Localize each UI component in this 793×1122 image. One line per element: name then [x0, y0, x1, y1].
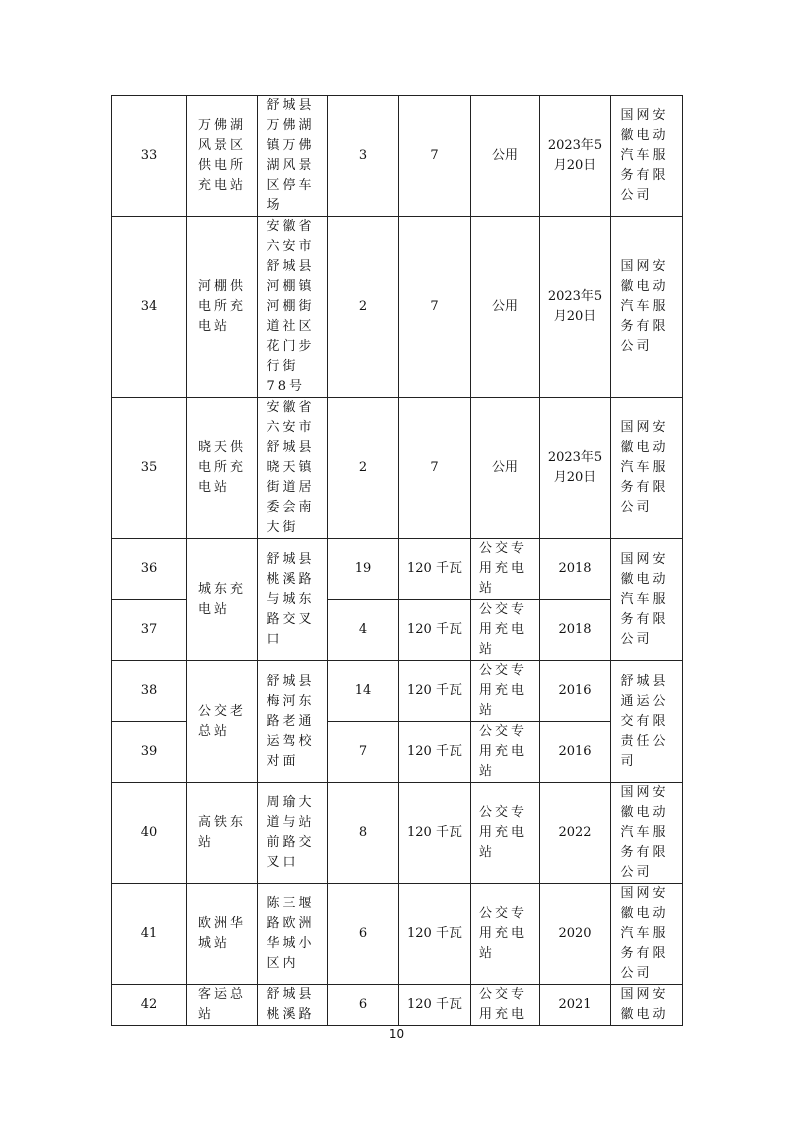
station-type: 公用 — [471, 96, 540, 217]
station-type: 公交专用充电站 — [479, 906, 528, 961]
build-date: 2021 — [540, 985, 611, 1026]
station-address: 安徽省六安市舒城县晓天镇街道居委会南大街 — [266, 400, 315, 535]
row-number: 35 — [112, 398, 187, 539]
charger-count: 4 — [328, 600, 399, 661]
station-name: 晓天供电所充电站 — [198, 440, 247, 495]
build-date: 2016 — [540, 661, 611, 722]
build-date: 2023年5月20日 — [547, 450, 603, 485]
table-row — [112, 783, 683, 884]
charger-count: 6 — [328, 985, 399, 1026]
row-number: 34 — [112, 217, 187, 398]
station-name: 公交老总站 — [198, 703, 247, 739]
station-name: 高铁东站 — [198, 815, 247, 850]
charger-count: 2 — [328, 398, 399, 539]
operator: 国网安徽电动汽车服务有限公司 — [620, 551, 669, 647]
row-number: 39 — [112, 722, 187, 783]
build-date: 2023年5月20日 — [547, 138, 603, 173]
charger-power: 7 — [399, 217, 471, 398]
station-address: 舒城县梅河东路老通运驾校对面 — [266, 673, 315, 769]
build-date: 2018 — [540, 600, 611, 661]
station-address: 陈三堰路欧洲华城小区内 — [266, 896, 315, 971]
operator: 国网安徽电动汽车服务有限公司 — [620, 886, 669, 981]
build-date: 2018 — [540, 539, 611, 600]
table-row — [112, 539, 683, 600]
charger-power: 120 千瓦 — [399, 783, 471, 884]
build-date: 2016 — [540, 722, 611, 783]
station-address: 舒城县桃溪路 — [266, 987, 315, 1022]
station-type: 公交专用充电 — [479, 987, 528, 1022]
charger-count: 7 — [328, 722, 399, 783]
charger-power: 120 千瓦 — [399, 884, 471, 985]
station-name: 城东充电站 — [198, 581, 247, 617]
station-type: 公用 — [471, 217, 540, 398]
station-name: 欧洲华城站 — [198, 916, 247, 951]
charger-power: 120 千瓦 — [399, 985, 471, 1026]
operator: 国网安徽电动汽车服务有限公司 — [620, 420, 669, 515]
table-row — [112, 398, 683, 539]
charger-count: 8 — [328, 783, 399, 884]
station-name: 河棚供电所充电站 — [198, 279, 247, 334]
table-row — [112, 96, 683, 217]
row-number: 38 — [112, 661, 187, 722]
station-address: 舒城县万佛湖镇万佛湖风景区停车场 — [266, 98, 315, 213]
station-address: 舒城县桃溪路与城东路交叉口 — [266, 551, 315, 647]
charger-count: 3 — [328, 96, 399, 217]
charger-power: 120 千瓦 — [399, 661, 471, 722]
charger-count: 6 — [328, 884, 399, 985]
build-date: 2023年5月20日 — [547, 289, 603, 324]
build-date: 2022 — [540, 783, 611, 884]
charging-station-table — [111, 95, 683, 1026]
station-type: 公用 — [471, 398, 540, 539]
table-row — [112, 884, 683, 985]
operator: 国网安徽电动汽车服务有限公司 — [620, 785, 669, 880]
table-row — [112, 217, 683, 398]
station-type: 公交专用充电站 — [479, 663, 528, 718]
charger-count: 2 — [328, 217, 399, 398]
charger-power: 7 — [399, 96, 471, 217]
station-name: 万佛湖风景区供电所充电站 — [198, 118, 247, 193]
build-date: 2020 — [540, 884, 611, 985]
station-address: 安徽省六安市舒城县河棚镇河棚街道社区花门步行街78号 — [266, 219, 315, 394]
charger-power: 7 — [399, 398, 471, 539]
table-row — [112, 661, 683, 722]
row-number: 41 — [112, 884, 187, 985]
charger-power: 120 千瓦 — [399, 600, 471, 661]
row-number: 33 — [112, 96, 187, 217]
row-number: 37 — [112, 600, 187, 661]
station-type: 公交专用充电站 — [479, 541, 528, 596]
operator: 国网安徽电动汽车服务有限公司 — [620, 108, 669, 203]
station-name: 客运总站 — [198, 987, 247, 1022]
operator: 舒城县通运公交有限责任公司 — [620, 673, 669, 769]
station-type: 公交专用充电站 — [479, 724, 528, 779]
row-number: 36 — [112, 539, 187, 600]
charger-power: 120 千瓦 — [399, 722, 471, 783]
operator: 国网安徽电动汽车服务有限公司 — [620, 259, 669, 354]
charger-count: 14 — [328, 661, 399, 722]
table-row — [112, 985, 683, 1026]
row-number: 42 — [112, 985, 187, 1026]
station-type: 公交专用充电站 — [479, 805, 528, 860]
operator: 国网安徽电动 — [620, 987, 669, 1022]
charger-power: 120 千瓦 — [399, 539, 471, 600]
charger-count: 19 — [328, 539, 399, 600]
page-number: 10 — [388, 1027, 405, 1041]
station-address: 周瑜大道与站前路交叉口 — [266, 795, 315, 870]
row-number: 40 — [112, 783, 187, 884]
station-type: 公交专用充电站 — [479, 602, 528, 657]
